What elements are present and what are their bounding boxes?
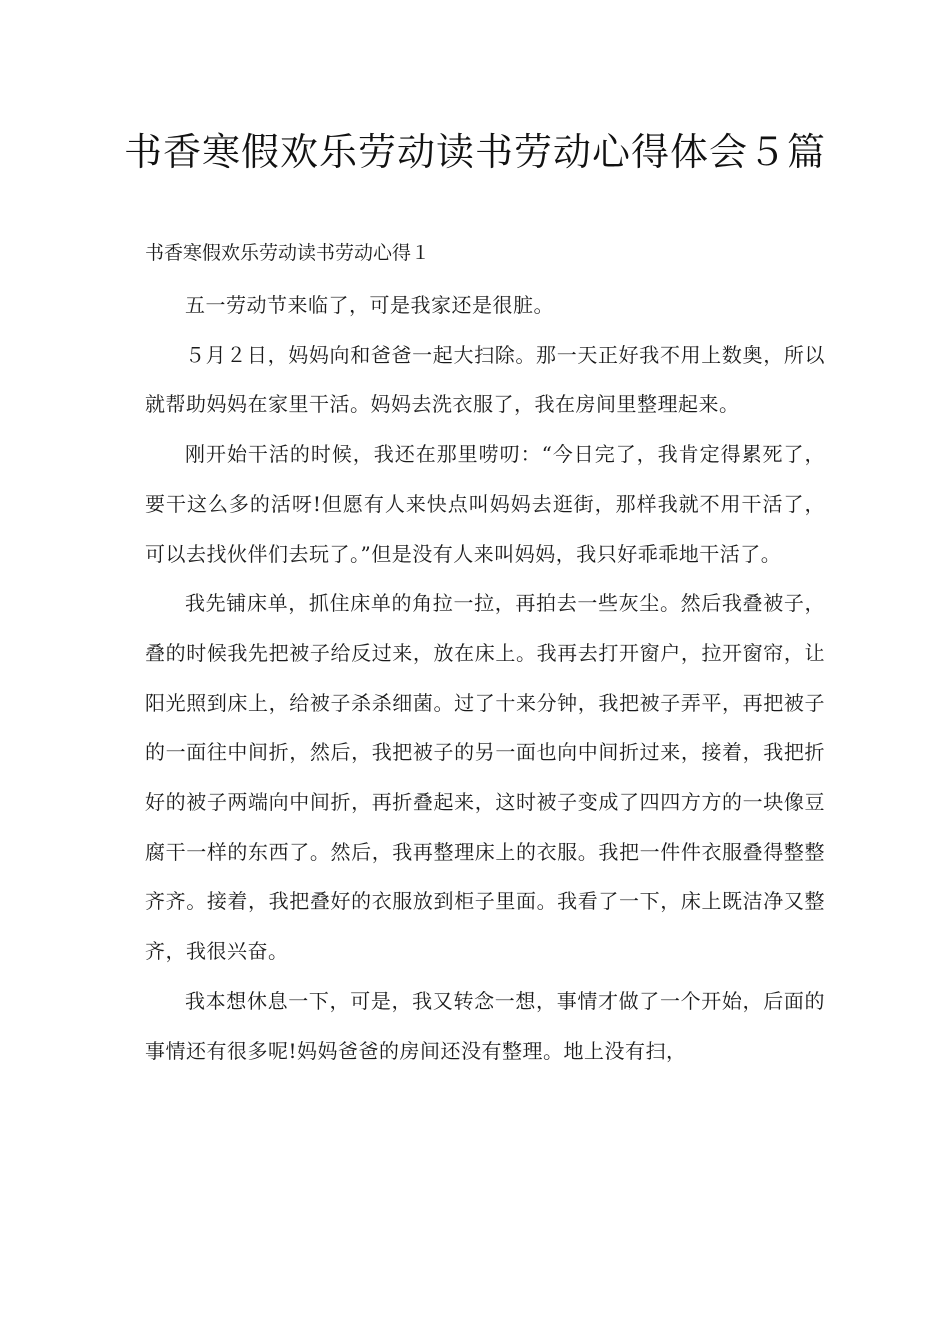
- paragraph: 我本想休息一下，可是，我又转念一想，事情才做了一个开始，后面的事情还有很多呢!妈妈爸爸的房间还没有整理。地上没有扫，: [145, 988, 825, 1063]
- document-title: 书香寒假欢乐劳动读书劳动心得体会５篇: [123, 130, 826, 174]
- document-body: [145, 281, 825, 1076]
- paragraph: 五一劳动节来临了，可是我家还是很脏。: [185, 293, 554, 317]
- section-heading: 书香寒假欢乐劳动读书劳动心得１: [145, 242, 431, 264]
- paragraph: 刚开始干活的时候，我还在那里唠叨：“今日完了，我肯定得累死了，要干这么多的活呀!但愿有人来快点叫妈妈去逛街，那样我就不用干活了，可以去找伙伴们去玩了。”但是没有人来叫妈妈，我只好乖乖地干活了。: [145, 442, 825, 566]
- paragraph: 我先铺床单，抓住床单的角拉一拉，再拍去一些灰尘。然后我叠被子，叠的时候我先把被子给反过来，放在床上。我再去打开窗户，拉开窗帘，让阳光照到床上，给被子杀杀细菌。过了十来分钟，我把被子弄平，再把被子的一面往中间折，然后，我把被子的另一面也向中间折过来，接着，我把折好的被子两端向中间折，再折叠起来，这时被子变成了四四方方的一块像豆腐干一样的东西了。然后，我再整理床上的衣服。我把一件件衣服叠得整整齐齐。接着，我把叠好的衣服放到柜子里面。我看了一下，床上既洁净又整齐，我很兴奋。: [145, 591, 825, 964]
- paragraph: ５月２日，妈妈向和爸爸一起大扫除。那一天正好我不用上数奥，所以就帮助妈妈在家里干活。妈妈去洗衣服了，我在房间里整理起来。: [145, 342, 825, 417]
